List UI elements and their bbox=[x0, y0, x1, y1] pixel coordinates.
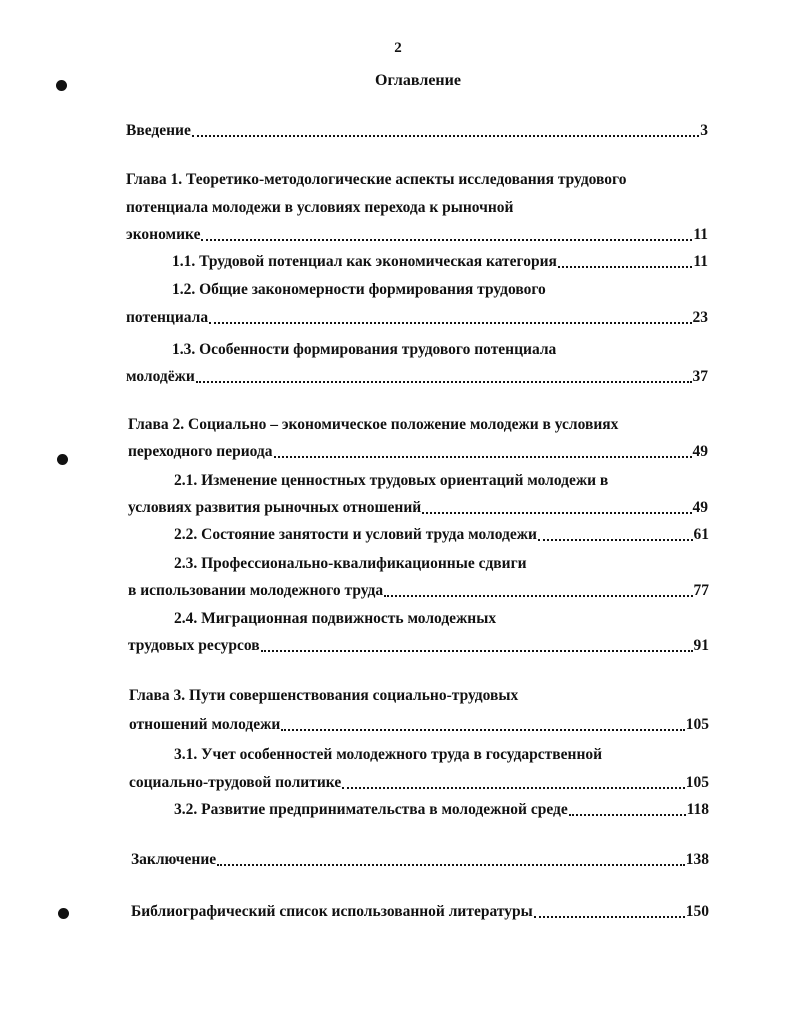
toc-entry-chapter-3 bbox=[129, 715, 709, 735]
punch-hole-mark bbox=[56, 80, 67, 91]
toc-page-number: 138 bbox=[685, 851, 709, 868]
toc-entry-label: 3.2. Развитие предпринимательства в молодежной среде bbox=[174, 801, 568, 818]
toc-2-3-line-1: 2.3. Профессионально-квалификационные сдвиги bbox=[174, 555, 527, 572]
toc-entry-label: молодёжи bbox=[126, 368, 195, 385]
toc-entry-2-2 bbox=[174, 525, 709, 545]
page-title: Оглавление bbox=[375, 72, 461, 89]
toc-page-number: 49 bbox=[692, 499, 708, 516]
toc-page-number: 11 bbox=[693, 226, 708, 243]
toc-entry-1-2 bbox=[126, 308, 708, 328]
toc-page-number: 105 bbox=[685, 774, 709, 791]
toc-entry-label: Библиографический список использованной литературы bbox=[131, 903, 533, 920]
dot-leader bbox=[196, 381, 692, 383]
toc-entry-label: потенциала bbox=[126, 309, 209, 326]
dot-leader bbox=[384, 595, 692, 597]
dot-leader bbox=[569, 814, 686, 816]
page-number: 2 bbox=[394, 40, 402, 56]
toc-entry-label: 2.2. Состояние занятости и условий труда молодежи bbox=[174, 526, 537, 543]
dot-leader bbox=[201, 239, 692, 241]
toc-entry-label: в использовании молодежного труда bbox=[128, 582, 384, 599]
toc-entry-label: 1.1. Трудовой потенциал как экономическая категория bbox=[172, 253, 557, 270]
toc-page-number: 105 bbox=[685, 716, 709, 733]
toc-entry-conclusion bbox=[131, 850, 709, 870]
dot-leader bbox=[558, 266, 692, 268]
toc-page-number: 37 bbox=[692, 368, 708, 385]
toc-entry-label: отношений молодежи bbox=[129, 716, 281, 733]
dot-leader bbox=[192, 135, 699, 137]
toc-page-number: 3 bbox=[700, 122, 708, 139]
toc-entry-label: социально-трудовой политике bbox=[129, 774, 342, 791]
toc-entry-3-1 bbox=[129, 773, 709, 793]
toc-page-number: 11 bbox=[693, 253, 708, 270]
toc-2-4-line-1: 2.4. Миграционная подвижность молодежных bbox=[174, 610, 497, 627]
toc-entry-chapter-2 bbox=[128, 442, 708, 462]
toc-entry-3-2 bbox=[174, 800, 709, 820]
toc-2-1-line-1: 2.1. Изменение ценностных трудовых ориентаций молодежи в bbox=[174, 472, 609, 489]
toc-entry-intro bbox=[126, 121, 708, 141]
toc-entry-chapter-1 bbox=[126, 225, 708, 245]
toc-page-number: 91 bbox=[693, 637, 709, 654]
toc-entry-label: Заключение bbox=[131, 851, 217, 868]
toc-entry-1-1 bbox=[172, 252, 708, 272]
toc-entry-1-3 bbox=[126, 367, 708, 387]
toc-entry-2-3 bbox=[128, 581, 709, 601]
toc-entry-label: Введение bbox=[126, 122, 191, 139]
toc-entry-label: экономике bbox=[126, 226, 201, 243]
dot-leader bbox=[274, 456, 692, 458]
punch-hole-mark bbox=[57, 454, 68, 465]
toc-1-2-line-1: 1.2. Общие закономерности формирования трудового bbox=[172, 281, 546, 298]
dot-leader bbox=[261, 650, 693, 652]
toc-page-number: 150 bbox=[685, 903, 709, 920]
dot-leader bbox=[534, 916, 685, 918]
toc-entry-label: трудовых ресурсов bbox=[128, 637, 260, 654]
dot-leader bbox=[281, 729, 684, 731]
toc-entry-label: переходного периода bbox=[128, 443, 273, 460]
toc-page-number: 49 bbox=[692, 443, 708, 460]
toc-entry-2-4 bbox=[128, 636, 709, 656]
toc-page-number: 61 bbox=[693, 526, 709, 543]
toc-1-3-line-1: 1.3. Особенности формирования трудового потенциала bbox=[172, 341, 557, 358]
dot-leader bbox=[217, 864, 685, 866]
toc-page-number: 118 bbox=[686, 801, 709, 818]
toc-entry-2-1 bbox=[128, 498, 708, 518]
toc-entry-label: условиях развития рыночных отношений bbox=[128, 499, 422, 516]
toc-entry-bibliography bbox=[131, 902, 709, 922]
dot-leader bbox=[538, 539, 693, 541]
toc-chapter-1-line-2: потенциала молодежи в условиях перехода к рыночной bbox=[126, 199, 514, 216]
punch-hole-mark bbox=[58, 908, 69, 919]
toc-page-number: 23 bbox=[692, 309, 708, 326]
toc-page-number: 77 bbox=[693, 582, 709, 599]
dot-leader bbox=[209, 322, 691, 324]
dot-leader bbox=[342, 787, 685, 789]
toc-chapter-3-line-1: Глава 3. Пути совершенствования социально-трудовых bbox=[129, 687, 519, 704]
dot-leader bbox=[422, 512, 691, 514]
toc-chapter-2-line-1: Глава 2. Социально – экономическое положение молодежи в условиях bbox=[128, 416, 619, 433]
toc-3-1-line-1: 3.1. Учет особенностей молодежного труда в государственной bbox=[174, 746, 603, 763]
toc-chapter-1-line-1: Глава 1. Теоретико-методологические аспекты исследования трудового bbox=[126, 171, 627, 188]
